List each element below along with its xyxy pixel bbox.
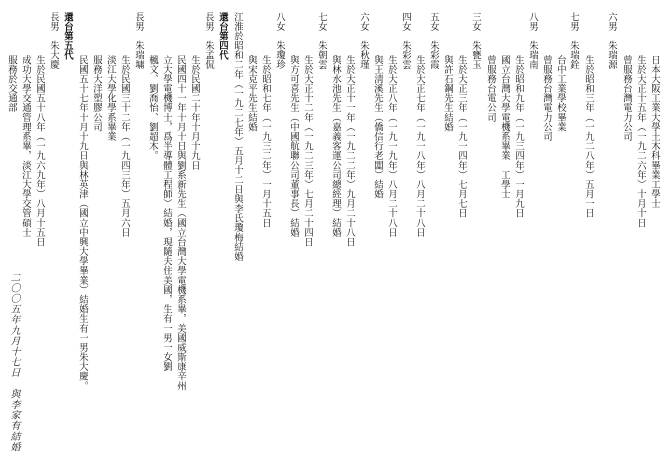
text-column: 與許石鋼先生結婚: [442, 55, 453, 132]
text-column: 成功大學交通管理系畢，淡江大學交管碩士: [20, 55, 31, 238]
text-column: 生於民國三十二年（一九四三年）五月六日: [119, 55, 130, 238]
text-column: 民國四十一年十月十日與劉系新先生（國立台灣大學電機系畢，美國威斯康辛州: [175, 55, 186, 391]
text-column: 曾服務台電公司: [485, 55, 496, 123]
text-column: 生於民國二十年十月十九日: [189, 55, 200, 171]
text-column: 生於昭和九年（一九三四年）一月九日: [513, 55, 524, 219]
text-column: 楓文、劉喬怡、劉超木。: [147, 55, 158, 161]
text-column: 立大學電機博士，爲半導體工程師）結婚，現隨夫住美國，生有一男一女劉: [161, 55, 172, 372]
text-column: 國立台灣大學電機系畢業 工學士: [499, 55, 510, 199]
text-column: 八女 朱瓊珍: [274, 12, 285, 70]
text-column: 生於昭和三年（一九二八年）五月一日: [583, 55, 594, 219]
text-column: 長男 朱大慶: [48, 12, 59, 70]
text-column: 與林水池先生（嘉義客運公司總經理）結婚: [330, 55, 341, 238]
text-column: 生於民國五十八年（一九六九年）八月十五日: [34, 55, 45, 247]
text-column: 七男 朱瑞銓: [568, 12, 579, 70]
text-column: 長男 朱瑞墉: [133, 12, 144, 70]
text-column: 四女 朱彩雲: [400, 12, 411, 70]
text-column: 台中工業學校畢業: [555, 55, 566, 132]
section-heading: 還台第四代: [217, 12, 228, 60]
text-column: 曾服務台灣電力公司: [621, 55, 632, 142]
text-column: 生於大正八年（一九一九年）八月二十八日: [386, 55, 397, 238]
section-heading: 還台第五代: [62, 12, 73, 60]
text-column: 五女 朱彩霞: [428, 12, 439, 70]
text-column: 江淮於昭和二年（一九二七年）五月十二日與李氏瓊梅結婚: [232, 12, 243, 262]
text-column: 日本大阪工業大學土木科畢業工學士: [649, 55, 660, 209]
text-column: 曾服務台灣電力公司: [541, 55, 552, 142]
text-column: 服務大洋塑膠公司: [91, 55, 102, 132]
text-column: 七女 朱朝雲: [316, 12, 327, 70]
text-column: 民國五十七年十月十九日與林英津（國立中興大學畢業）結婚生有一男朱大慶。: [77, 55, 88, 391]
text-column: 生於大正三年（一九一四年）七月七日: [456, 55, 467, 219]
text-column: 生於大正十二年（一九二三年）七月二十四日: [302, 55, 313, 247]
text-column: 六男 朱瑞源: [606, 12, 617, 70]
text-column: 生於大正十五年（一九二六年）十月十日: [635, 55, 646, 228]
text-column: 六女 朱秋瑾: [358, 12, 369, 70]
handwritten-signature: 二〇〇五年九月十七日 與李家有結婚: [8, 272, 19, 452]
text-column: 生於大正七年（一九一八年）八月二十八日: [414, 55, 425, 238]
text-column: 長男 朱孟侃: [203, 12, 214, 70]
text-column: 八男 朱瑞南: [527, 12, 538, 70]
text-column: 與王淸溪先生（僑信行老闆）結婚: [372, 55, 383, 199]
text-column: 淡江大學化學系畢業: [105, 55, 116, 142]
text-column: 與宋克平先生結婚: [246, 55, 257, 132]
text-column: 生於昭和七年（一九三二年）一月十五日: [260, 55, 271, 228]
text-column: 生於大正十一年（一九二二年）九月二十八日: [344, 55, 355, 247]
text-column: 與方可喜先生（中國航聯公司董事長）結婚: [288, 55, 299, 238]
text-column: 服務於交通部: [6, 55, 17, 113]
text-column: 三女 朱甕玉: [470, 12, 481, 70]
